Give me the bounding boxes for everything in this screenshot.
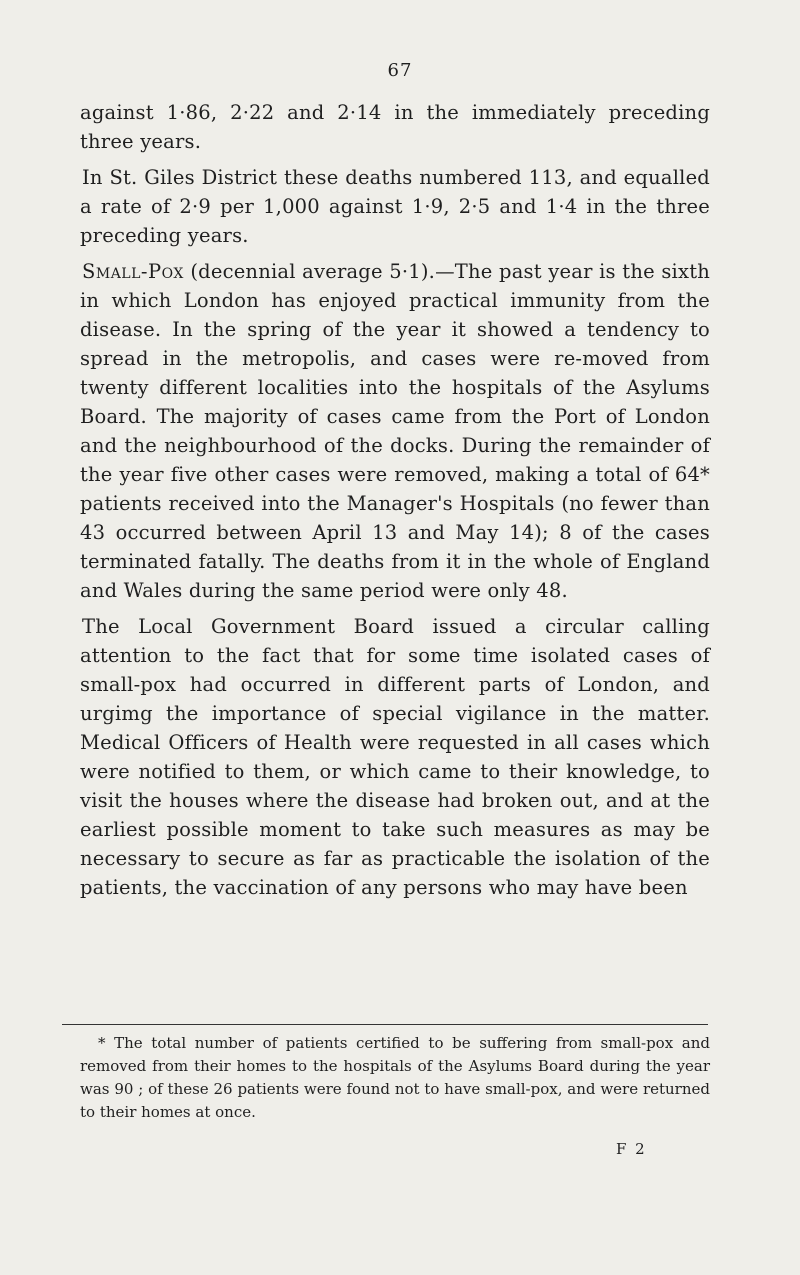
- paragraph-2: In St. Giles District these deaths numbered 113, and equalled a rate of 2·9 per 1,000 against 1·9, 2·5 and 1·4 in the three preceding years.: [80, 166, 710, 247]
- paragraph-4: The Local Government Board issued a circular calling attention to the fact that for some time isolated cases of small-pox had occurred in different parts of London, and urgimg the importance of special vigilance in the matter. Medical Officers of Health were requested in all cases which were notified to them, or which came to their knowledge, to visit the houses where the disease had broken out, and at the earliest possible moment to take such measures as may be necessary to secure as far as practicable the isolation of the patients, the vaccination of any persons who may have been: [80, 615, 710, 899]
- footnote-text: * The total number of patients certified to be suffering from small-pox and removed from their homes to the hospitals of the Asylums Board during the year was 90 ; of these 26 patients were found not to have small-pox, and were returned to their homes at once.: [80, 1034, 710, 1121]
- paragraph-3-text: (decennial average 5·1).—The past year is the sixth in which London has enjoyed practical immunity from the disease. In the spring of the year it showed a tendency to spread in the metropolis, and cases were re-moved from twenty different localities into the hospitals of the Asylums Board. The majority of cases came from the Port of London and the neighbourhood of the docks. During the remainder of the year five other cases were removed, making a total of 64* patients received into the Manager's Hospitals (no fewer than 43 occurred between April 13 and May 14); 8 of the cases terminated fatally. The deaths from it in the whole of England and Wales during the same period were only 48.: [80, 260, 710, 602]
- paragraph-1: against 1·86, 2·22 and 2·14 in the immediately preceding three years.: [80, 101, 710, 153]
- page-number: 67: [387, 60, 413, 81]
- footnote-divider: [62, 1024, 708, 1025]
- signature-mark: F 2: [616, 1140, 647, 1158]
- footnote: [80, 1032, 710, 1124]
- section-heading-small-pox: Small-Pox: [82, 260, 184, 283]
- paragraph-3: [80, 257, 710, 605]
- body-text: [80, 98, 710, 909]
